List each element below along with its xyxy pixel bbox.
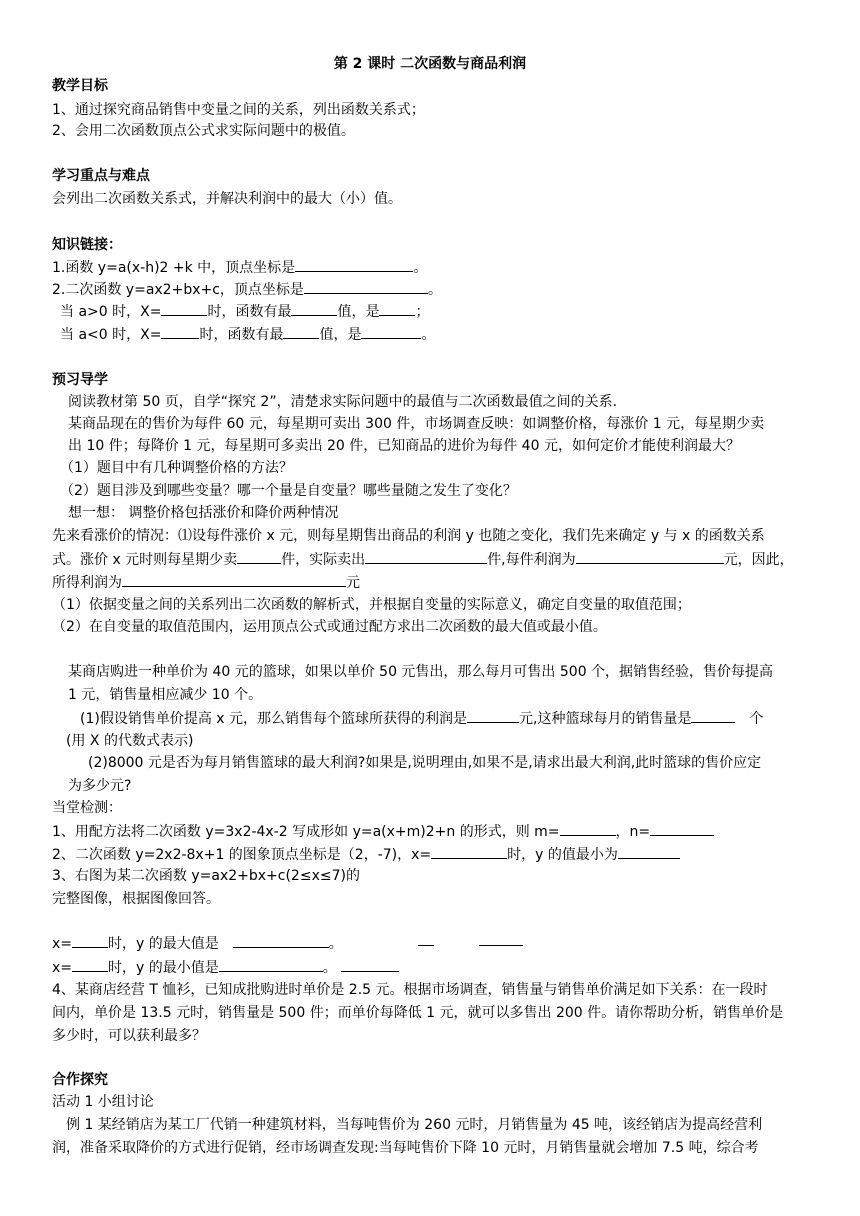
preview-q1: （1）题目中有几种调整价格的方法？	[60, 460, 293, 476]
check-3a: 3、右图为某二次函数 y=ax2+bx+c(2≤x≤7)的	[52, 868, 360, 884]
link-line-1-text: 1.函数 y=a(x-h)2 +k 中，顶点坐标是	[52, 260, 296, 276]
preview-s1: 先来看涨价的情况：⑴设每件涨价 x 元，则每星期售出商品的利润 y 也随之变化，我们先来确定 y 与 x 的函数关系	[52, 528, 765, 544]
check-3-min-b: 时，y 的最小值是	[108, 960, 219, 976]
goal-item-1: 1、通过探究商品销售中变量之间的关系，列出函数关系式；	[52, 102, 425, 118]
link-line-3-b: 时，函数有最	[207, 304, 292, 320]
link-line-2-text: 2.二次函数 y=ax2+bx+c，顶点坐标是	[52, 282, 304, 298]
check-4b: 间内，单价是 13.5 元时，销售量是 500 件；而单价每降低 1 元，就可以多售出 200 件。请你帮助分析，销售单价是	[52, 1005, 784, 1021]
preview-think: 想一想： 调整价格包括涨价和降价两种情况	[68, 505, 339, 521]
coop-heading: 合作探究	[52, 1072, 108, 1088]
preview-p1: 阅读教材第 50 页，自学“探究 2”，清楚求实际问题中的最值与二次函数最值之间的关系.	[68, 394, 618, 410]
check-heading: 当堂检测：	[52, 800, 122, 816]
blank-field	[219, 957, 323, 972]
blank-field	[161, 301, 207, 316]
preview-heading: 预习导学	[52, 372, 108, 388]
blank-field	[291, 301, 337, 316]
blank-field	[431, 844, 507, 859]
preview-r1: （1）依据变量之间的关系列出二次函数的解析式，并根据自变量的实际意义，确定自变量的取值范围；	[52, 597, 691, 613]
link-line-1	[52, 257, 427, 278]
blank-field	[365, 549, 487, 564]
blank-field	[467, 708, 519, 723]
basketball-p1: 某商店购进一种单价为 40 元的篮球，如果以单价 50 元售出，那么每月可售出 500 个，据销售经验，售价每提高	[68, 664, 774, 680]
link-line-4-b: 时，函数有最	[199, 327, 284, 343]
blank-field	[161, 324, 199, 339]
preview-p2b: 出 10 件；每降价 1 元，每星期可多卖出 20 件，已知商品的进价为每件 40 元，如何定价才能使利润最大？	[68, 438, 740, 454]
blank-field	[379, 301, 415, 316]
blank-field	[560, 821, 616, 836]
check-1	[52, 821, 714, 842]
blank-field	[237, 549, 281, 564]
check-3-max-c: 。	[328, 936, 343, 952]
focus-heading: 学习重点与难点	[52, 168, 150, 184]
check-3-max	[52, 933, 343, 954]
page-title: 第 2 课时 二次函数与商品利润	[333, 56, 527, 72]
check-2-b: 时，y 的值最小为	[507, 847, 618, 863]
decor-blank-2	[479, 945, 523, 946]
preview-s2	[52, 549, 794, 570]
preview-q2: （2）题目涉及到哪些变量？哪一个量是自变量？哪些量随之发生了变化？	[60, 483, 517, 499]
blank-field	[576, 549, 724, 564]
link-line-1-end: 。	[413, 260, 428, 276]
basketball-p2: 1 元，销售量相应减少 10 个。	[68, 687, 263, 703]
coop-example-2: 润，准备采取降价的方式进行促销，经市场调查发现:当每吨售价下降 10 元时，月销售量就会增加 7.5 吨，综合考	[52, 1140, 759, 1156]
blank-field	[72, 957, 108, 972]
preview-s2-d: 元，因此，	[723, 552, 794, 568]
links-heading: 知识链接：	[52, 237, 122, 253]
link-line-3-d: ；	[415, 304, 430, 320]
preview-p2a: 某商品现在的售价为每件 60 元，每星期可卖出 300 件，市场调查反映：如调整价格，每涨价 1 元，每星期少卖	[68, 416, 765, 432]
check-3b: 完整图像，根据图像回答。	[52, 891, 220, 907]
preview-s2-c: 件,每件利润为	[487, 552, 576, 568]
preview-s2-b: 件，实际卖出	[281, 552, 366, 568]
link-line-4	[60, 324, 435, 345]
check-3-max-b: 时，y 的最大值是	[108, 936, 219, 952]
basketball-q1-a: (1)假设销售单价提高 x 元，那么销售每个篮球所获得的利润是	[80, 711, 468, 727]
preview-r2: （2）在自变量的取值范围内，运用顶点公式或通过配方求出二次函数的最大值或最小值。	[52, 619, 607, 635]
link-line-4-d: 。	[421, 327, 436, 343]
link-line-4-c: 值，是	[319, 327, 362, 343]
blank-field	[691, 708, 735, 723]
blank-field	[304, 279, 428, 294]
basketball-q2a: (2)8000 元是否为每月销售篮球的最大利润?如果是,说明理由,如果不是,请求出最大利润,此时篮球的售价应定	[88, 755, 762, 771]
blank-field	[650, 821, 714, 836]
blank-field	[283, 324, 319, 339]
blank-field	[72, 933, 108, 948]
check-4c: 多少时，可以获利最多？	[52, 1028, 206, 1044]
link-line-3-a: 当 a>0 时，X=	[60, 304, 162, 320]
link-line-3	[60, 301, 429, 322]
preview-s3-b: 元	[346, 575, 360, 591]
check-2	[52, 844, 680, 865]
coop-example-1: 例 1 某经销店为某工厂代销一种建筑材料，当每吨售价为 260 元时，月销售量为 45 吨，该经销店为提高经营利	[66, 1117, 763, 1133]
blank-field	[618, 844, 680, 859]
basketball-q1-c: 个	[749, 711, 764, 727]
blank-field	[122, 572, 346, 587]
focus-text: 会列出二次函数关系式，并解决利润中的最大（小）值。	[52, 191, 402, 207]
check-4a: 4、某商店经营 T 恤衫，已知成批购进时单价是 2.5 元。根据市场调查，销售量与销售单价满足如下关系：在一段时	[52, 982, 768, 998]
coop-activity: 活动 1 小组讨论	[52, 1094, 154, 1110]
blank-field	[361, 324, 421, 339]
basketball-q1d: (用 X 的代数式表示)	[66, 733, 194, 749]
preview-s3-a: 所得利润为	[52, 575, 122, 591]
link-line-4-a: 当 a<0 时，X=	[60, 327, 162, 343]
preview-s3	[52, 572, 360, 593]
blank-field	[341, 957, 399, 972]
basketball-q2b: 为多少元?	[68, 778, 132, 794]
check-3-min-c: 。	[322, 960, 337, 976]
goal-item-2: 2、会用二次函数顶点公式求实际问题中的极值。	[52, 123, 355, 139]
check-3-max-a: x=	[52, 936, 73, 952]
blank-field	[295, 257, 413, 272]
preview-s2-a: 式。涨价 x 元时则每星期少卖	[52, 552, 238, 568]
link-line-2	[52, 279, 442, 300]
goals-heading: 教学目标	[52, 78, 108, 94]
link-line-2-end: 。	[427, 282, 442, 298]
basketball-q1	[80, 708, 763, 729]
basketball-q1-b: 元,这种篮球每月的销售量是	[519, 711, 692, 727]
check-2-a: 2、二次函数 y=2x2-8x+1 的图象顶点坐标是（2，-7)，x=	[52, 847, 432, 863]
check-3-min	[52, 957, 399, 978]
link-line-3-c: 值，是	[337, 304, 380, 320]
check-1-b: ，n=	[615, 824, 651, 840]
decor-blank-1	[418, 945, 434, 946]
check-1-a: 1、用配方法将二次函数 y=3x2-4x-2 写成形如 y=a(x+m)2+n 的形式，则 m=	[52, 824, 560, 840]
blank-field	[233, 933, 329, 948]
check-3-min-a: x=	[52, 960, 73, 976]
